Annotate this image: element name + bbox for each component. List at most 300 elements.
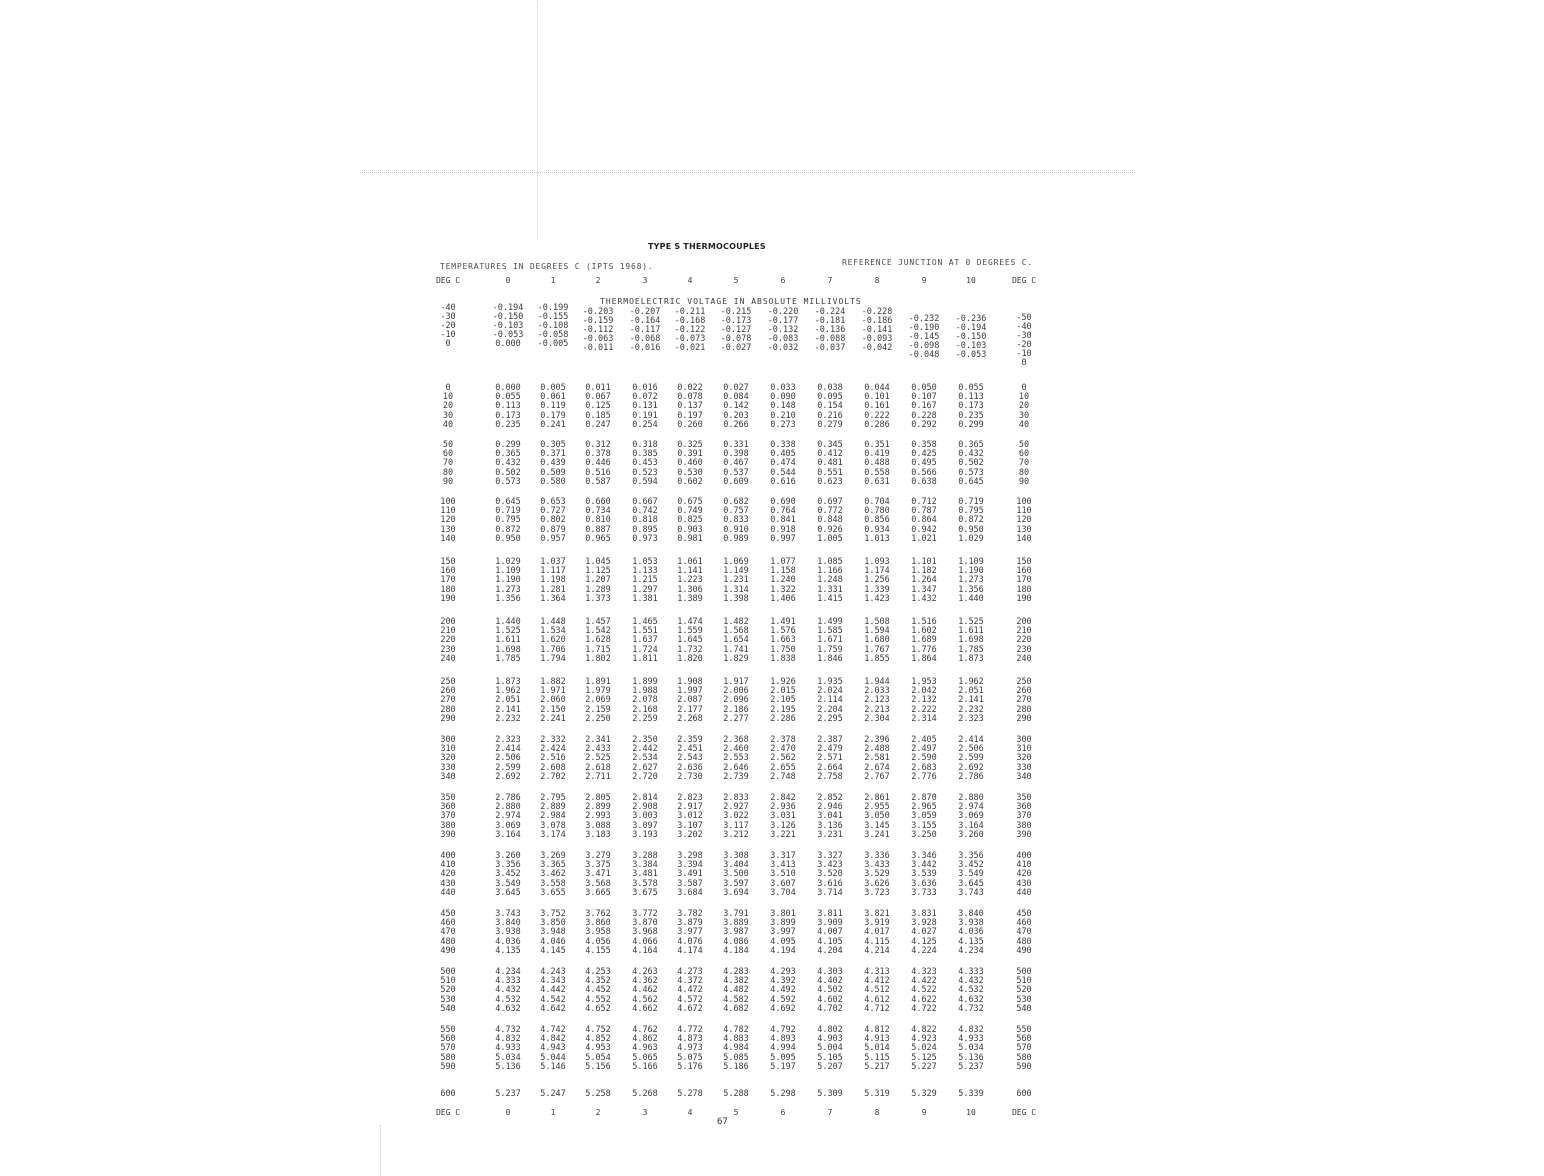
column-header: 9	[921, 276, 927, 285]
table-cell: 4.963	[632, 1043, 658, 1054]
table-cell: 1.061	[677, 557, 703, 567]
table-cell: 3.752	[540, 909, 566, 919]
table-cell: 4.953	[585, 1043, 611, 1054]
table-cell: 4.812	[864, 1025, 890, 1035]
table-cell: 0.638	[911, 476, 937, 487]
table-cell: 1.882	[540, 677, 566, 687]
table-cell: 3.626	[864, 878, 890, 889]
table-cell: 3.958	[585, 927, 611, 938]
table-cell: -0.190	[908, 323, 940, 333]
table-cell: 4.125	[911, 936, 937, 947]
table-cell: 3.549	[958, 869, 984, 880]
table-cell: 4.512	[864, 985, 890, 996]
table-cell: 0.090	[770, 392, 796, 403]
table-cell: 2.387	[817, 735, 843, 745]
table-cell: 1.045	[585, 557, 611, 567]
table-cell: 5.054	[585, 1052, 611, 1063]
table-cell: -0.177	[767, 316, 799, 326]
table-cell: 4.732	[495, 1025, 521, 1035]
table-cell: 0.113	[495, 401, 521, 412]
row-deg-label-right: 150	[1016, 557, 1032, 567]
table-cell: 5.014	[864, 1043, 890, 1054]
table-cell: 5.146	[540, 1061, 566, 1072]
table-cell: 3.298	[677, 851, 703, 861]
row-deg-label-right: 40	[1018, 419, 1030, 430]
table-cell: 4.362	[632, 976, 658, 987]
table-cell: 2.488	[864, 744, 890, 755]
row-deg-label-right: 400	[1016, 851, 1032, 861]
table-cell: 5.339	[958, 1089, 984, 1099]
table-cell: -0.127	[720, 325, 752, 335]
table-cell: 2.141	[958, 695, 984, 706]
table-cell: 4.086	[723, 936, 749, 947]
table-cell: 2.927	[723, 802, 749, 813]
row-deg-label-right: 570	[1016, 1043, 1032, 1054]
table-cell: 3.791	[723, 909, 749, 919]
row-deg-label: 310	[440, 744, 456, 755]
table-cell: 0.027	[723, 383, 749, 393]
row-deg-label: 70	[442, 458, 454, 469]
table-cell: 0.197	[677, 410, 703, 421]
table-cell: 0.016	[632, 383, 658, 393]
table-cell: 0.566	[911, 467, 937, 478]
table-cell: 4.632	[495, 1003, 521, 1014]
table-cell: 0.780	[864, 506, 890, 517]
table-cell: 5.186	[723, 1061, 749, 1072]
table-cell: 1.611	[958, 626, 984, 637]
table-cell: 0.391	[677, 449, 703, 460]
table-cell: 0.398	[723, 449, 749, 460]
table-cell: -0.224	[814, 307, 846, 317]
table-cell: 1.732	[677, 644, 703, 655]
table-cell: 0.222	[864, 410, 890, 421]
table-cell: 3.636	[911, 878, 937, 889]
row-deg-label: 590	[440, 1061, 456, 1072]
table-cell: 2.195	[770, 704, 796, 715]
table-cell: 3.782	[677, 909, 703, 919]
table-cell: 2.627	[632, 762, 658, 773]
column-header: DEG C	[435, 1108, 461, 1117]
table-cell: 4.432	[495, 985, 521, 996]
table-cell: 2.286	[770, 713, 796, 724]
table-cell: 3.821	[864, 909, 890, 919]
row-deg-label: 270	[440, 695, 456, 706]
table-cell: -0.063	[582, 334, 614, 344]
table-cell: 5.247	[540, 1089, 566, 1099]
table-cell: 3.317	[770, 851, 796, 861]
table-cell: 0.254	[632, 419, 658, 430]
table-cell: 0.419	[864, 449, 890, 460]
row-deg-label: 450	[440, 909, 456, 919]
table-cell: 0.544	[770, 467, 796, 478]
table-cell: 3.231	[817, 829, 843, 840]
row-deg-label: 140	[440, 533, 456, 544]
row-deg-label: 290	[440, 713, 456, 724]
table-cell: 4.832	[495, 1034, 521, 1045]
table-cell: 2.497	[911, 744, 937, 755]
table-cell: 2.655	[770, 762, 796, 773]
row-deg-label: 220	[440, 635, 456, 646]
table-cell: 2.965	[911, 802, 937, 813]
table-cell: 1.979	[585, 686, 611, 697]
table-cell: 4.482	[723, 985, 749, 996]
row-deg-label: 20	[442, 401, 454, 412]
table-cell: 0.365	[495, 449, 521, 460]
column-header: 5	[733, 1108, 739, 1117]
table-cell: -0.173	[720, 316, 752, 326]
row-deg-label-right: 550	[1016, 1025, 1032, 1035]
column-header: 8	[874, 276, 880, 285]
table-cell: 0.378	[585, 449, 611, 460]
row-deg-label: 40	[442, 419, 454, 430]
table-cell: 2.396	[864, 735, 890, 745]
table-cell: 2.168	[632, 704, 658, 715]
table-cell: 4.712	[864, 1003, 890, 1014]
table-cell: 1.602	[911, 626, 937, 637]
temperature-note: TEMPERATURES IN DEGREES C (IPTS 1968).	[440, 262, 654, 271]
table-cell: 2.758	[817, 771, 843, 782]
table-cell: 4.174	[677, 945, 703, 956]
table-cell: 4.343	[540, 976, 566, 987]
table-cell: 3.050	[864, 811, 890, 822]
table-cell: 1.724	[632, 644, 658, 655]
table-cell: 1.864	[911, 653, 937, 664]
row-deg-label-right: -10	[1016, 349, 1032, 359]
table-cell: 4.492	[770, 985, 796, 996]
table-cell: 0.216	[817, 410, 843, 421]
table-cell: 4.076	[677, 936, 703, 947]
table-cell: 1.198	[540, 575, 566, 586]
table-cell: 4.214	[864, 945, 890, 956]
row-deg-label: 430	[440, 878, 456, 889]
table-cell: 1.776	[911, 644, 937, 655]
table-cell: 0.795	[495, 515, 521, 526]
table-cell: 4.313	[864, 967, 890, 977]
row-deg-label: 160	[440, 566, 456, 577]
row-deg-label: -10	[440, 330, 456, 340]
table-cell: 1.005	[817, 533, 843, 544]
table-cell: 0.299	[495, 440, 521, 450]
table-cell: 1.926	[770, 677, 796, 687]
table-cell: 0.942	[911, 524, 937, 535]
table-cell: 0.125	[585, 401, 611, 412]
table-cell: 4.293	[770, 967, 796, 977]
table-cell: 0.910	[723, 524, 749, 535]
table-cell: 4.145	[540, 945, 566, 956]
row-deg-label: 480	[440, 936, 456, 947]
table-cell: -0.145	[908, 332, 940, 342]
table-cell: 1.962	[495, 686, 521, 697]
row-deg-label-right: 590	[1016, 1061, 1032, 1072]
table-cell: 4.692	[770, 1003, 796, 1014]
table-cell: 1.398	[723, 593, 749, 604]
table-cell: 4.532	[958, 985, 984, 996]
table-cell: 3.078	[540, 820, 566, 831]
table-cell: 3.879	[677, 918, 703, 929]
table-cell: 4.792	[770, 1025, 796, 1035]
row-deg-label-right: 20	[1018, 401, 1030, 412]
table-cell: 2.889	[540, 802, 566, 813]
table-cell: 5.136	[958, 1052, 984, 1063]
table-row	[440, 348, 1060, 368]
table-cell: 2.314	[911, 713, 937, 724]
table-cell: 0.113	[958, 392, 984, 403]
column-header: 2	[595, 276, 601, 285]
table-cell: 4.333	[958, 967, 984, 977]
row-deg-label-right: 130	[1016, 524, 1032, 535]
table-row	[440, 1004, 1060, 1014]
table-cell: 0.033	[770, 383, 796, 393]
table-row	[440, 888, 1060, 898]
table-cell: 0.981	[677, 533, 703, 544]
table-cell: 3.491	[677, 869, 703, 880]
table-cell: 4.234	[958, 945, 984, 956]
table-cell: 3.831	[911, 909, 937, 919]
table-cell: 3.365	[540, 860, 566, 871]
table-cell: 2.776	[911, 771, 937, 782]
table-cell: 0.997	[770, 533, 796, 544]
table-cell: 2.852	[817, 793, 843, 803]
table-cell: 2.470	[770, 744, 796, 755]
table-cell: 2.222	[911, 704, 937, 715]
table-cell: 2.069	[585, 695, 611, 706]
table-cell: 0.107	[911, 392, 937, 403]
row-deg-label-right: -20	[1016, 340, 1032, 350]
table-cell: 0.558	[864, 467, 890, 478]
table-cell: -0.078	[720, 334, 752, 344]
row-deg-label-right: -40	[1016, 322, 1032, 332]
table-cell: 3.308	[723, 851, 749, 861]
table-cell: 3.012	[677, 811, 703, 822]
table-cell: 2.974	[495, 811, 521, 822]
table-cell: -0.168	[674, 316, 706, 326]
table-cell: 2.842	[770, 793, 796, 803]
table-cell: 0.879	[540, 524, 566, 535]
table-cell: 2.899	[585, 802, 611, 813]
table-cell: 3.607	[770, 878, 796, 889]
negative-temperature-block	[440, 303, 1060, 383]
table-cell: -0.159	[582, 316, 614, 326]
row-deg-label-right: 520	[1016, 985, 1032, 996]
table-cell: 0.247	[585, 419, 611, 430]
table-cell: 2.096	[723, 695, 749, 706]
table-cell: 3.375	[585, 860, 611, 871]
table-cell: 0.712	[911, 497, 937, 507]
table-cell: 2.213	[864, 704, 890, 715]
table-cell: 3.909	[817, 918, 843, 929]
table-cell: 2.590	[911, 753, 937, 764]
table-cell: 1.846	[817, 653, 843, 664]
table-cell: -0.117	[629, 325, 661, 335]
table-cell: -0.232	[908, 314, 940, 324]
table-row	[440, 772, 1060, 782]
table-cell: 2.033	[864, 686, 890, 697]
table-cell: 4.612	[864, 994, 890, 1005]
table-cell: 4.973	[677, 1043, 703, 1054]
table-cell: 1.715	[585, 644, 611, 655]
table-cell: 0.365	[958, 440, 984, 450]
table-cell: 4.862	[632, 1034, 658, 1045]
table-cell: 0.502	[958, 458, 984, 469]
row-deg-label-right: 440	[1016, 887, 1032, 898]
table-cell: 0.645	[495, 497, 521, 507]
table-cell: 0.210	[770, 410, 796, 421]
table-cell: 2.232	[495, 713, 521, 724]
table-cell: 0.266	[723, 419, 749, 430]
table-cell: 0.848	[817, 515, 843, 526]
table-cell: 1.820	[677, 653, 703, 664]
table-cell: 3.510	[770, 869, 796, 880]
table-cell: 2.516	[540, 753, 566, 764]
table-cell: 1.962	[958, 677, 984, 687]
table-cell: 1.944	[864, 677, 890, 687]
table-cell: 4.452	[585, 985, 611, 996]
table-cell: -0.155	[537, 312, 569, 322]
table-cell: 4.204	[817, 945, 843, 956]
table-cell: 0.660	[585, 497, 611, 507]
table-cell: 5.085	[723, 1052, 749, 1063]
table-cell: 5.136	[495, 1061, 521, 1072]
column-header: 1	[550, 1108, 556, 1117]
table-cell: 4.873	[677, 1034, 703, 1045]
table-cell: 1.899	[632, 677, 658, 687]
table-cell: 1.306	[677, 584, 703, 595]
table-cell: 4.832	[958, 1025, 984, 1035]
table-cell: 2.608	[540, 762, 566, 773]
table-cell: 0.537	[723, 467, 749, 478]
table-cell: 4.994	[770, 1043, 796, 1054]
table-cell: 1.182	[911, 566, 937, 577]
table-cell: 2.692	[495, 771, 521, 782]
table-cell: 1.053	[632, 557, 658, 567]
table-cell: -0.112	[582, 325, 614, 335]
table-cell: 3.164	[495, 829, 521, 840]
table-cell: -0.016	[629, 343, 661, 353]
table-cell: 4.572	[677, 994, 703, 1005]
row-deg-label: 110	[440, 506, 456, 517]
table-cell: 1.482	[723, 617, 749, 627]
table-cell: 3.202	[677, 829, 703, 840]
table-cell: 0.000	[495, 339, 521, 349]
table-cell: 2.599	[495, 762, 521, 773]
table-cell: 1.314	[723, 584, 749, 595]
row-deg-label-right: 580	[1016, 1052, 1032, 1063]
table-cell: 0.412	[817, 449, 843, 460]
table-cell: 1.273	[958, 575, 984, 586]
table-cell: 5.227	[911, 1061, 937, 1072]
table-cell: 5.166	[632, 1061, 658, 1072]
row-deg-label: 10	[442, 392, 454, 403]
table-cell: 2.304	[864, 713, 890, 724]
table-cell: -0.042	[861, 343, 893, 353]
table-cell: 1.855	[864, 653, 890, 664]
table-row	[440, 534, 1060, 544]
table-cell: 3.452	[958, 860, 984, 871]
table-cell: 4.135	[495, 945, 521, 956]
table-cell: 1.706	[540, 644, 566, 655]
table-cell: 5.156	[585, 1061, 611, 1072]
table-cell: 0.095	[817, 392, 843, 403]
table-cell: 3.174	[540, 829, 566, 840]
table-cell: 2.414	[958, 735, 984, 745]
column-header: 10	[966, 1108, 976, 1117]
row-deg-label-right: 540	[1016, 1003, 1032, 1014]
table-cell: 2.414	[495, 744, 521, 755]
table-row	[440, 654, 1060, 664]
table-cell: 0.989	[723, 533, 749, 544]
table-cell: 1.785	[495, 653, 521, 664]
table-cell: 0.950	[958, 524, 984, 535]
table-cell: 0.623	[817, 476, 843, 487]
table-cell: 0.802	[540, 515, 566, 526]
table-cell: 4.036	[958, 927, 984, 938]
table-cell: 0.934	[864, 524, 890, 535]
row-deg-label-right: 460	[1016, 918, 1032, 929]
table-cell: 2.433	[585, 744, 611, 755]
table-cell: 2.123	[864, 695, 890, 706]
table-cell: 1.767	[864, 644, 890, 655]
table-cell: 0.509	[540, 467, 566, 478]
table-cell: 5.278	[677, 1089, 703, 1099]
row-deg-label-right: 170	[1016, 575, 1032, 586]
table-cell: 1.432	[911, 593, 937, 604]
table-cell: 5.075	[677, 1052, 703, 1063]
table-cell: 4.622	[911, 994, 937, 1005]
row-deg-label: 180	[440, 584, 456, 595]
table-cell: 5.258	[585, 1089, 611, 1099]
table-cell: 0.078	[677, 392, 703, 403]
table-cell: 3.714	[817, 887, 843, 898]
table-cell: 1.109	[495, 566, 521, 577]
table-cell: 4.702	[817, 1003, 843, 1014]
table-cell: 2.087	[677, 695, 703, 706]
table-cell: 5.237	[495, 1089, 521, 1099]
table-cell: 0.719	[958, 497, 984, 507]
table-cell: 2.636	[677, 762, 703, 773]
table-cell: 2.599	[958, 753, 984, 764]
table-cell: 2.350	[632, 735, 658, 745]
table-cell: 4.095	[770, 936, 796, 947]
table-cell: -0.021	[674, 343, 706, 353]
table-cell: 1.125	[585, 566, 611, 577]
row-deg-label: 100	[440, 497, 456, 507]
row-deg-label: 320	[440, 753, 456, 764]
table-cell: 1.166	[817, 566, 843, 577]
table-cell: 3.462	[540, 869, 566, 880]
table-cell: 3.041	[817, 811, 843, 822]
column-header: 4	[687, 1108, 693, 1117]
table-cell: 1.389	[677, 593, 703, 604]
row-deg-label: 410	[440, 860, 456, 871]
table-cell: 1.021	[911, 533, 937, 544]
table-cell: -0.083	[767, 334, 799, 344]
table-cell: 4.066	[632, 936, 658, 947]
table-cell: 1.785	[958, 644, 984, 655]
table-row	[440, 1062, 1060, 1072]
table-cell: 3.675	[632, 887, 658, 898]
table-cell: 0.203	[723, 410, 749, 421]
table-cell: 1.499	[817, 617, 843, 627]
table-cell: 0.903	[677, 524, 703, 535]
column-header: 2	[595, 1108, 601, 1117]
row-deg-label-right: 100	[1016, 497, 1032, 507]
table-cell: 0.580	[540, 476, 566, 487]
table-cell: -0.073	[674, 334, 706, 344]
row-deg-label: -30	[440, 312, 456, 322]
table-cell: 3.356	[495, 860, 521, 871]
table-cell: -0.005	[537, 339, 569, 349]
table-cell: 3.250	[911, 829, 937, 840]
